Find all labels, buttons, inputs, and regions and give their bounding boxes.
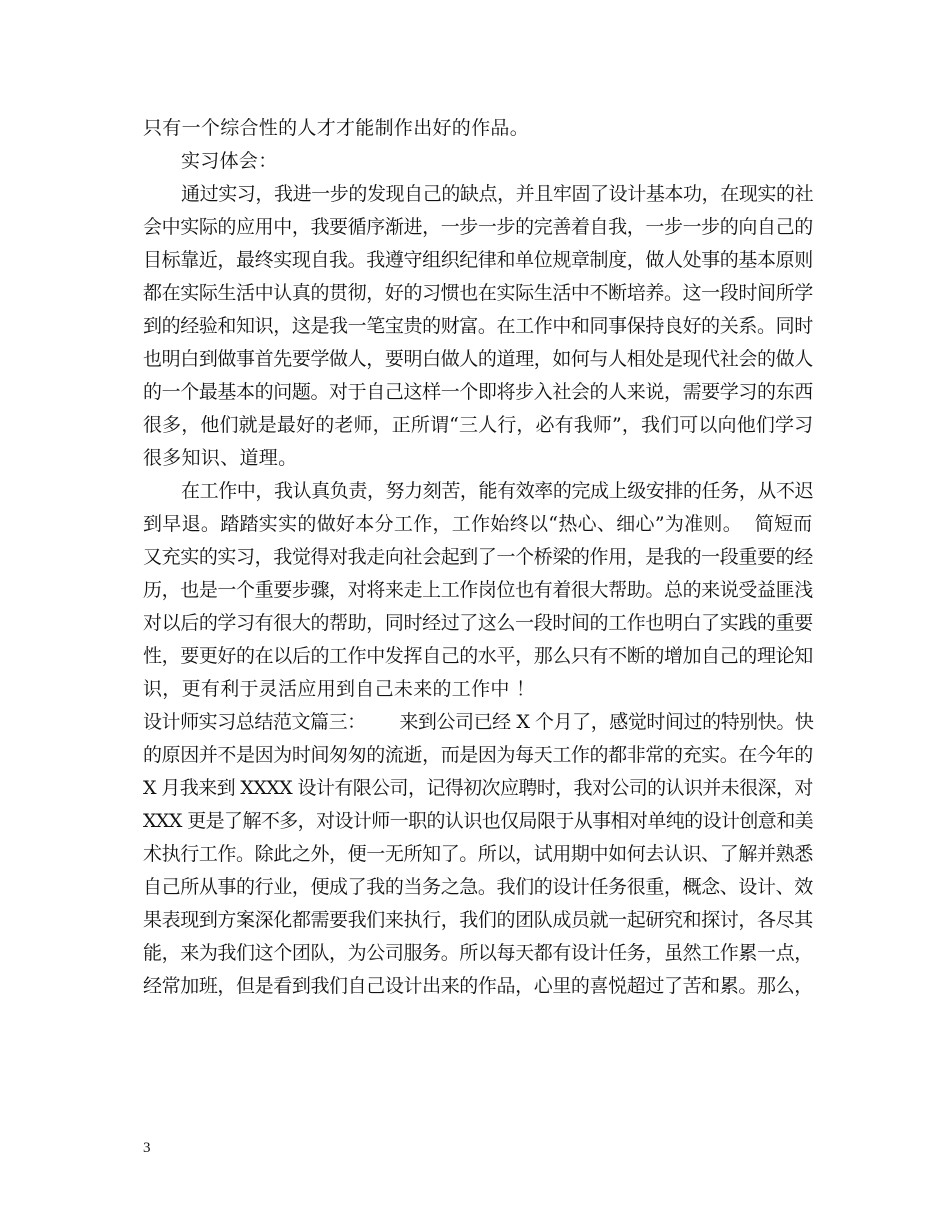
text-line: 目标靠近，最终实现自我。我遵守组织纪律和单位规章制度，做人处事的基本原则 (143, 249, 813, 271)
text-line: 自己所从事的行业，便成了我的当务之急。我们的设计任务很重，概念、设计、效 (143, 876, 813, 898)
text-line: 果表现到方案深化都需要我们来执行，我们的团队成员就一起研究和探讨，各尽其 (143, 909, 813, 931)
text-line: 的原因并不是因为时间匆匆的流逝，而是因为每天工作的都非常的充实。在今年的 (143, 744, 813, 766)
body-text (143, 112, 813, 1003)
text-line: 到的经验和知识，这是我一笔宝贵的财富。在工作中和同事保持良好的关系。同时 (143, 315, 813, 337)
text-line: 术执行工作。除此之外，便一无所知了。所以，试用期中如何去认识、了解并熟悉 (143, 843, 813, 865)
text-line: 在工作中，我认真负责，努力刻苦，能有效率的完成上级安排的任务，从不迟 (181, 480, 814, 502)
text-line: 很多知识、道理。 (143, 447, 298, 469)
text-line: 的一个最基本的问题。对于自己这样一个即将步入社会的人来说，需要学习的东西 (143, 381, 813, 403)
text-line: 到早退。踏踏实实的做好本分工作，工作始终以“热心、细心”为准则。 简短而 (143, 513, 813, 535)
text-line: 又充实的实习，我觉得对我走向社会起到了一个桥梁的作用，是我的一段重要的经 (143, 546, 813, 568)
text-line: 也明白到做事首先要学做人，要明白做人的道理，如何与人相处是现代社会的做人 (143, 348, 813, 370)
text-line: 经常加班，但是看到我们自己设计出来的作品，心里的喜悦超过了苦和累。那么， (143, 975, 813, 997)
text-line: 通过实习，我进一步的发现自己的缺点，并且牢固了设计基本功，在现实的社 (181, 183, 814, 205)
text-line: 性，要更好的在以后的工作中发挥自己的水平，那么只有不断的增加自己的理论知 (143, 645, 813, 667)
text-line: 识，更有利于灵活应用到自己未来的工作中 ！ (143, 678, 536, 700)
page-number: 3 (143, 1140, 151, 1156)
text-line: 只有一个综合性的人才才能制作出好的作品。 (143, 117, 530, 139)
text-line: X 月我来到 XXXX 设计有限公司，记得初次应聘时，我对公司的认识并未很深，对 (143, 777, 813, 799)
text-line: 设计师实习总结范文篇三： 来到公司已经 X 个月了，感觉时间过的特别快。快 (143, 711, 814, 733)
text-line: 实习体会： (181, 150, 278, 172)
text-line: 能，来为我们这个团队，为公司服务。所以每天都有设计任务，虽然工作累一点， (143, 942, 813, 964)
text-line: 历，也是一个重要步骤，对将来走上工作岗位也有着很大帮助。总的来说受益匪浅 (143, 579, 813, 601)
text-line: 对以后的学习有很大的帮助，同时经过了这么一段时间的工作也明白了实践的重要 (143, 612, 813, 634)
text-line: XXX 更是了解不多，对设计师一职的认识也仅局限于从事相对单纯的设计创意和美 (143, 810, 814, 832)
text-line: 都在实际生活中认真的贯彻，好的习惯也在实际生活中不断培养。这一段时间所学 (143, 282, 813, 304)
text-line: 很多，他们就是最好的老师，正所谓“三人行，必有我师”，我们可以向他们学习 (143, 414, 814, 436)
text-line: 会中实际的应用中，我要循序渐进，一步一步的完善着自我，一步一步的向自己的 (143, 216, 813, 238)
